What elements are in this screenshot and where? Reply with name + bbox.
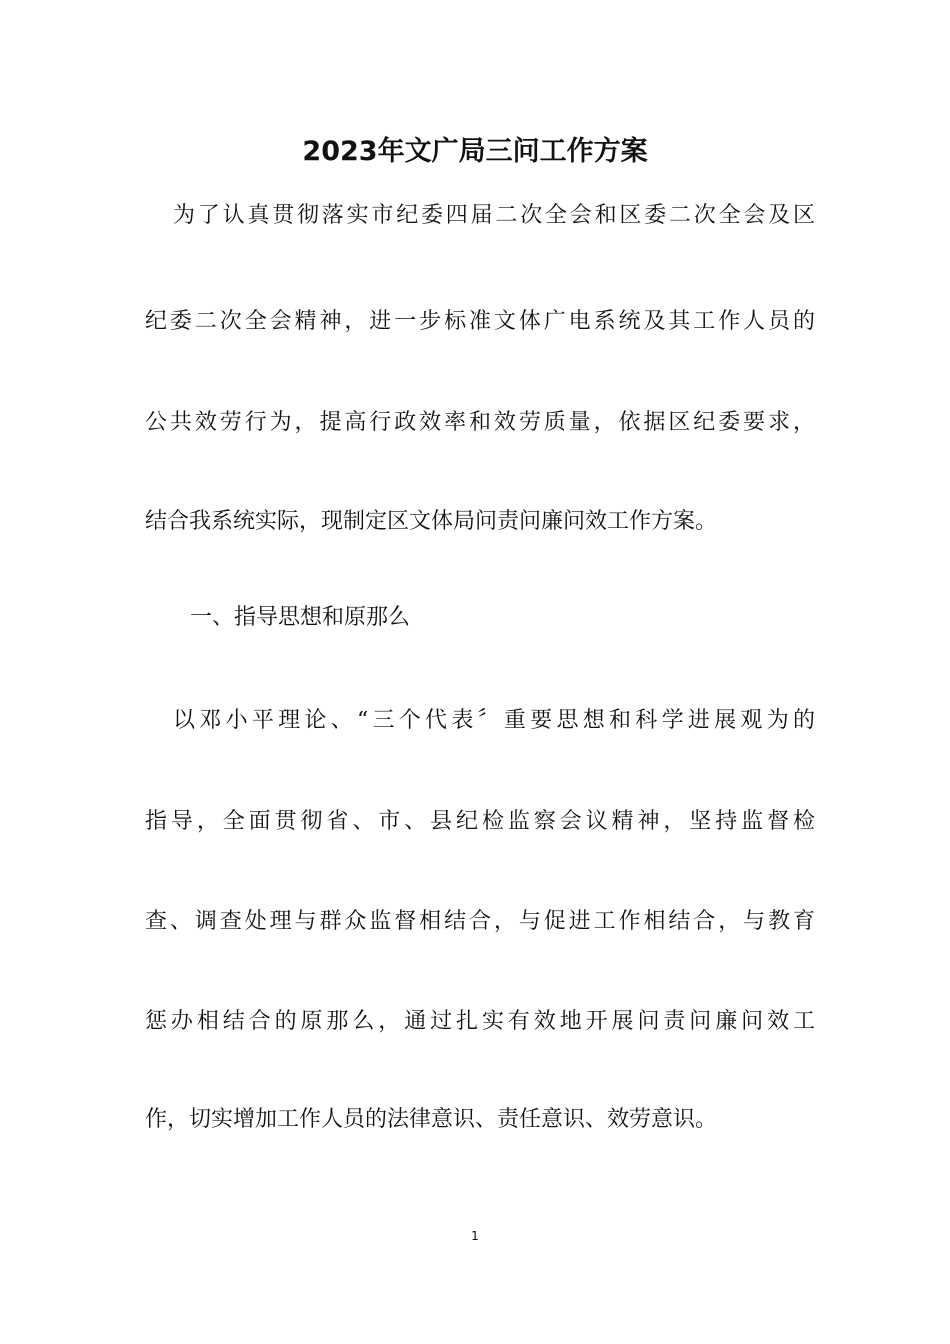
paragraph-line: 指导，全面贯彻省、市、县纪检监察会议精神，坚持监督检	[145, 809, 815, 834]
paragraph-line: 为了认真贯彻落实市纪委四届二次全会和区委二次全会及区	[173, 203, 815, 228]
paragraph-line: 查、调查处理与群众监督相结合，与促进工作相结合，与教育	[145, 909, 815, 934]
paragraph-line: 结合我系统实际，现制定区文体局问责问廉问效工作方案。	[145, 509, 718, 534]
paragraph-line: 以邓小平理论、“三个代表〞重要思想和科学进展观为的	[173, 708, 815, 733]
section-heading: 一、指导思想和原那么	[190, 605, 411, 630]
paragraph-line: 公共效劳行为，提高行政效率和效劳质量，依据区纪委要求，	[145, 410, 815, 435]
paragraph-line: 惩办相结合的原那么，通过扎实有效地开展问责问廉问效工	[145, 1009, 815, 1034]
document-title: 2023年文广局三问工作方案	[302, 136, 648, 167]
page-number: 1	[471, 1229, 479, 1243]
paragraph-line: 作，切实增加工作人员的法律意识、责任意识、效劳意识。	[145, 1107, 718, 1132]
paragraph-line: 纪委二次全会精神，进一步标准文体广电系统及其工作人员的	[145, 309, 815, 334]
